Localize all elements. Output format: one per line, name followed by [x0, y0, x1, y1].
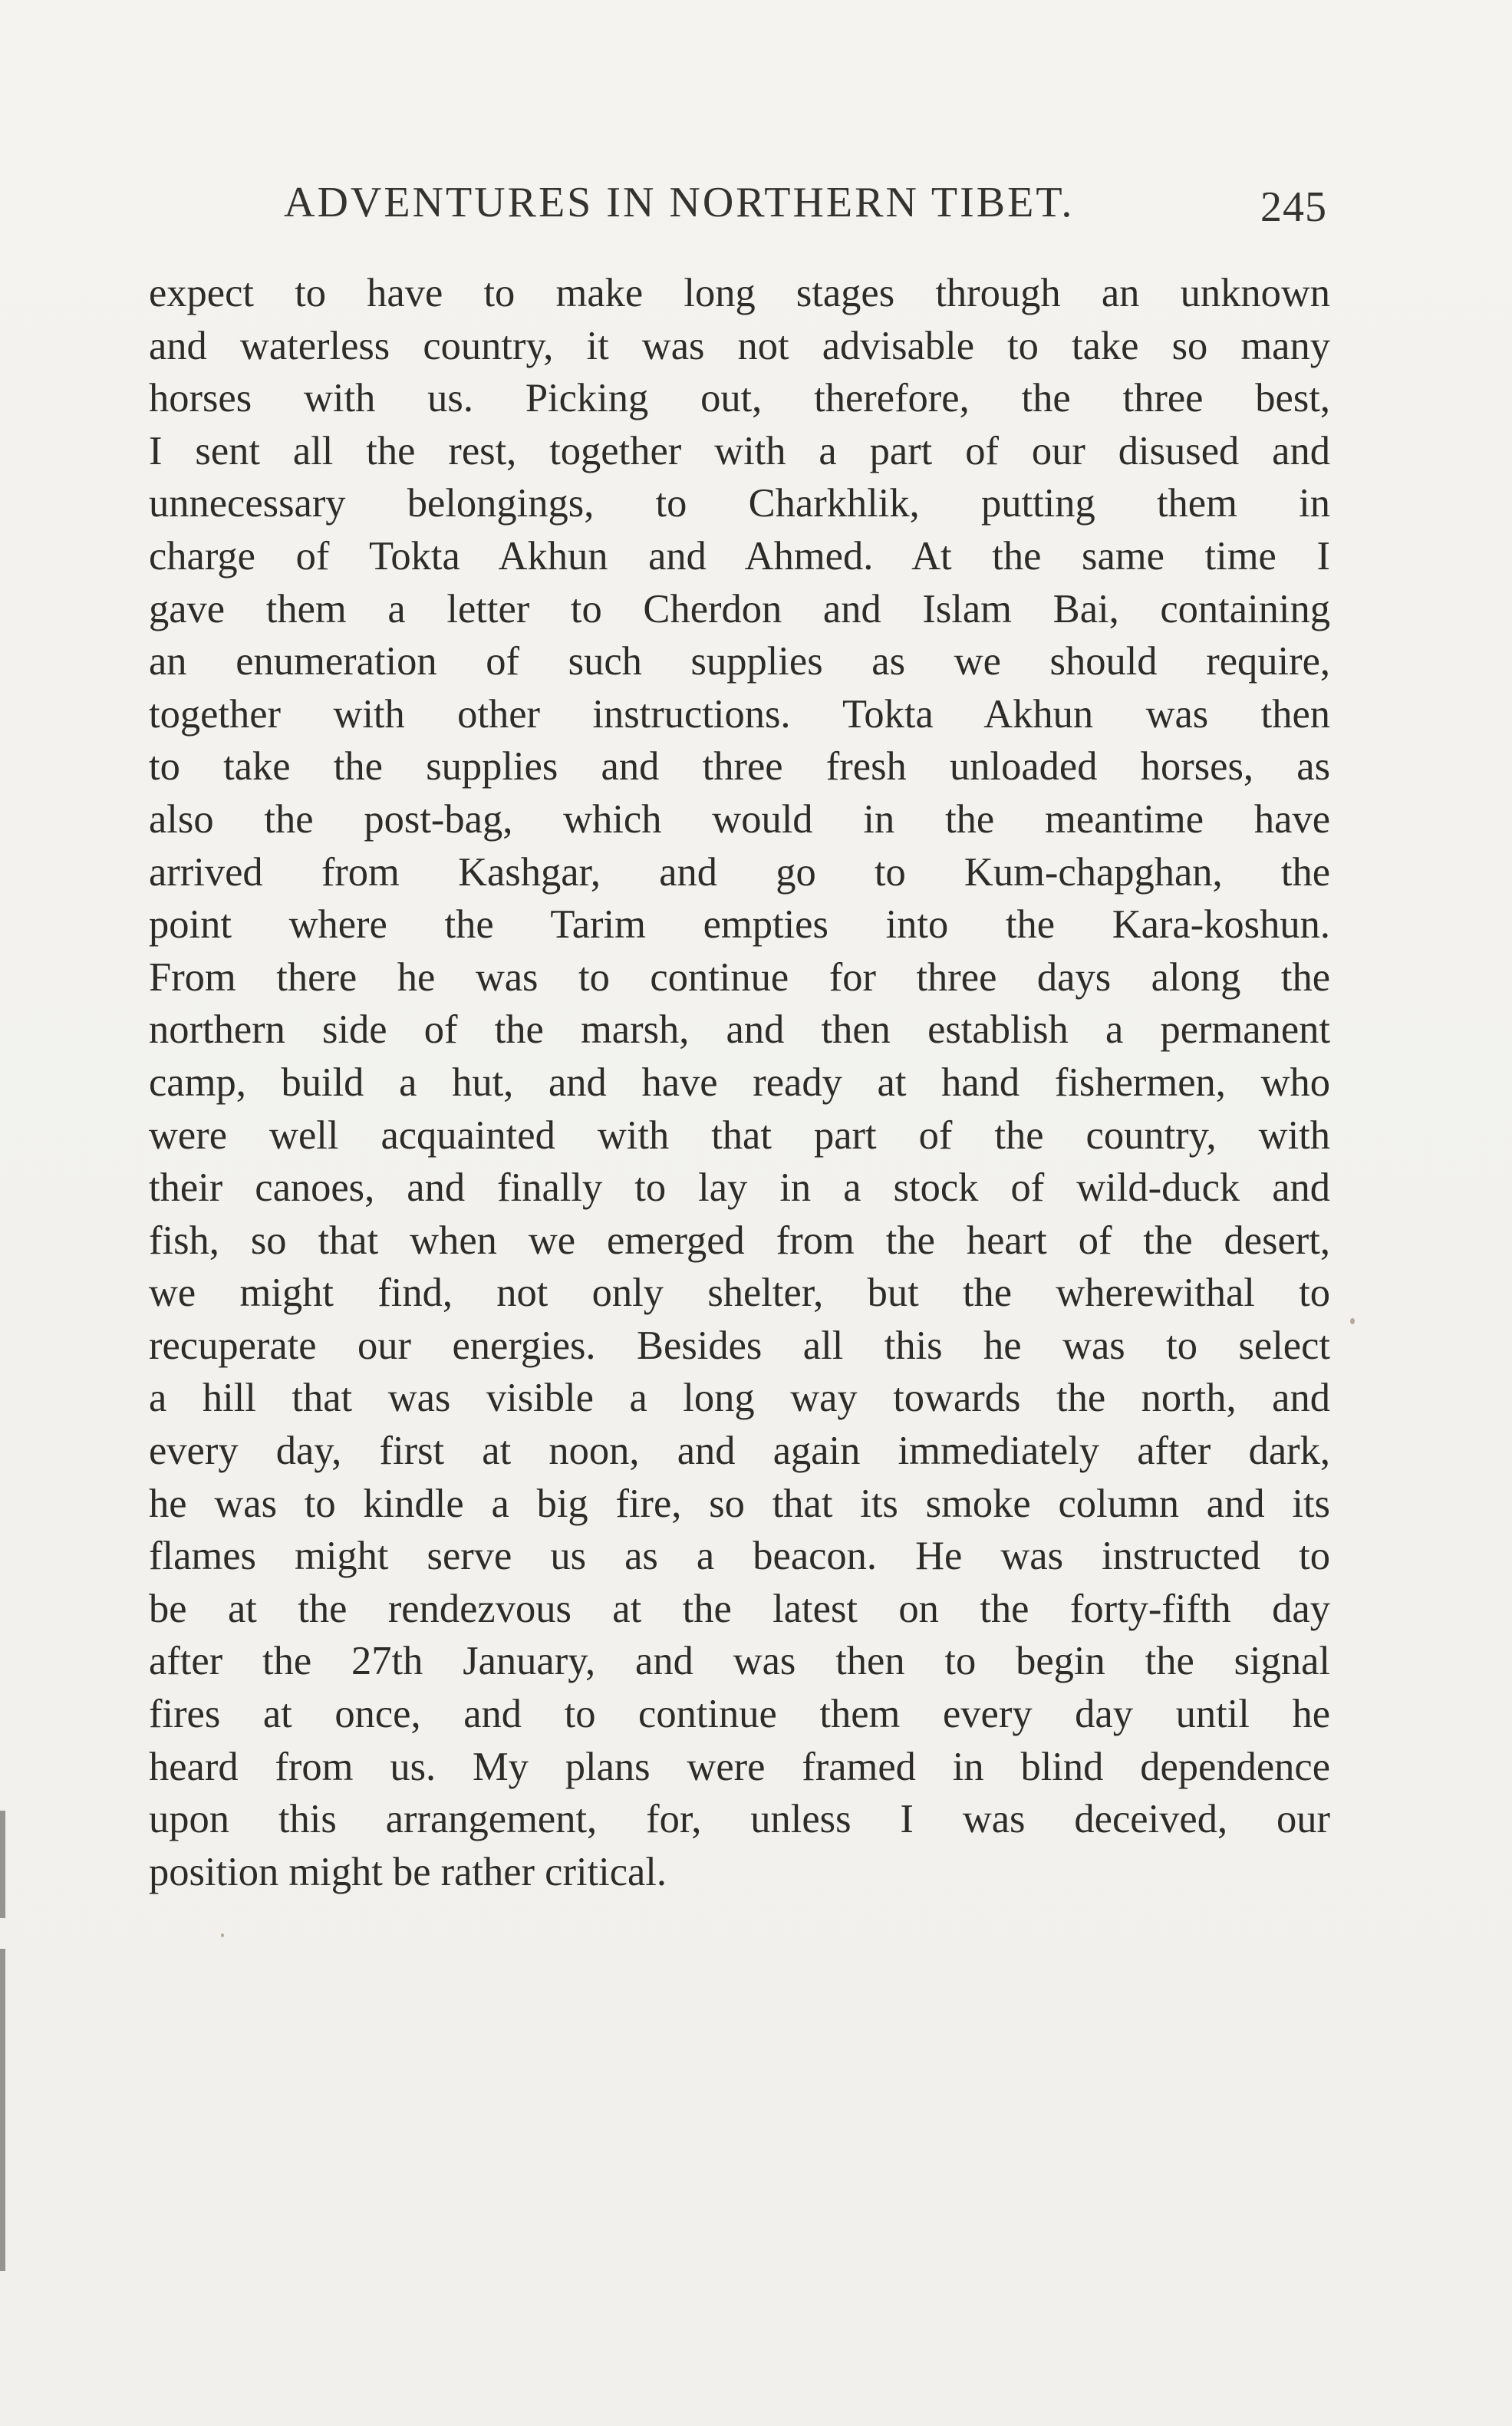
text-line: northern side of the marsh, and then establish a permanent: [149, 1007, 1330, 1053]
text-line: we might find, not only shelter, but the wherewithal to: [149, 1271, 1330, 1316]
text-line: were well acquainted with that part of the country, with: [149, 1112, 1330, 1158]
gutter-shadow: [0, 1949, 5, 2271]
page-number: 245: [1260, 183, 1327, 231]
text-line: horses with us. Picking out, therefore, the three best,: [149, 376, 1330, 421]
text-line: expect to have to make long stages through an unknown: [149, 271, 1330, 315]
running-title: ADVENTURES IN NORTHERN TIBET.: [284, 179, 1075, 226]
text-line: their canoes, and finally to lay in a stock of wild-duck and: [149, 1165, 1330, 1211]
text-line: From there he was to continue for three days along the: [149, 954, 1330, 1000]
body-paragraph: [149, 267, 1330, 1898]
text-line: point where the Tarim empties into the Kara-koshun.: [149, 902, 1330, 948]
text-line: camp, build a hut, and have ready at hand fishermen, who: [149, 1060, 1330, 1105]
text-line: arrived from Kashgar, and go to Kum-chapghan, the: [149, 849, 1330, 895]
text-line: recuperate our energies. Besides all this he was to select: [149, 1323, 1330, 1368]
text-line: he was to kindle a big fire, so that its smoke column and its: [149, 1481, 1330, 1526]
text-line: fish, so that when we emerged from the heart of the desert,: [149, 1218, 1330, 1263]
text-line: after the 27th January, and was then to begin the signal: [149, 1639, 1330, 1684]
text-line: flames might serve us as a beacon. He was instructed to: [149, 1534, 1330, 1579]
text-line: position might be rather critical.: [149, 1849, 667, 1894]
running-head: [284, 178, 1327, 239]
text-line: charge of Tokta Akhun and Ahmed. At the same time I: [149, 533, 1330, 578]
gutter-shadow: [0, 1811, 5, 1918]
paper-speck: [221, 1933, 224, 1937]
paper-speck: [1350, 1318, 1355, 1324]
text-line: I sent all the rest, together with a part of our disused and: [149, 428, 1330, 473]
text-line: be at the rendezvous at the latest on the forty-fifth day: [149, 1586, 1330, 1631]
text-line: unnecessary belongings, to Charkhlik, putting them in: [149, 481, 1330, 526]
text-line: every day, first at noon, and again immediately after dark,: [149, 1429, 1330, 1474]
text-line: together with other instructions. Tokta Akhun was then: [149, 691, 1330, 737]
text-line: and waterless country, it was not advisable to take so many: [149, 323, 1330, 368]
text-line: a hill that was visible a long way towards the north, and: [149, 1376, 1330, 1421]
text-line: also the post-bag, which would in the meantime have: [149, 796, 1330, 842]
text-line: gave them a letter to Cherdon and Islam Bai, containing: [149, 586, 1330, 631]
text-line: fires at once, and to continue them every day until he: [149, 1692, 1330, 1737]
text-line: an enumeration of such supplies as we should require,: [149, 639, 1330, 684]
text-line: upon this arrangement, for, unless I was deceived, our: [149, 1797, 1330, 1842]
text-line: heard from us. My plans were framed in blind dependence: [149, 1744, 1330, 1789]
text-line: to take the supplies and three fresh unloaded horses, as: [149, 744, 1330, 789]
